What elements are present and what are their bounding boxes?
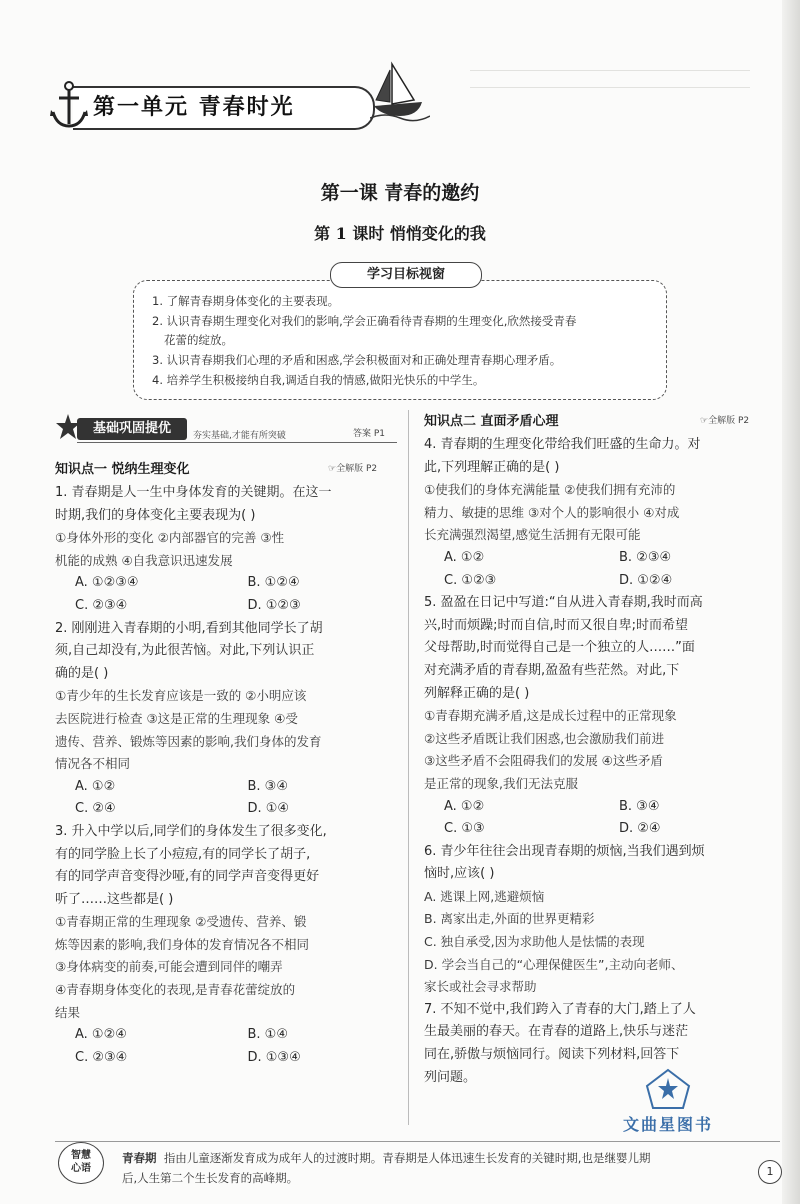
unit-title: 第一单元 青春时光 bbox=[93, 94, 295, 120]
answer-option[interactable]: D. ①③④ bbox=[247, 1049, 301, 1065]
question-stem-line: 5. 盈盈在日记中写道:“自从进入青春期,我时而高 bbox=[424, 595, 703, 611]
options-row bbox=[55, 572, 400, 595]
knowledge-point-1-title: 知识点一 悦纳生理变化 bbox=[55, 462, 190, 477]
question bbox=[55, 482, 400, 618]
choice-statement-line: ②这些矛盾既让我们困惑,也会激励我们前进 bbox=[424, 730, 665, 746]
kp1-reference: ☞全解版 P2 bbox=[328, 464, 378, 474]
question bbox=[424, 841, 774, 999]
options-row bbox=[424, 818, 774, 841]
question-stem-line: 同在,骄傲与烦恼同行。阅读下列材料,回答下 bbox=[424, 1047, 680, 1063]
unit-banner bbox=[55, 78, 400, 130]
footer-text-2: 后,人生第二个生长发育的高峰期。 bbox=[122, 1171, 299, 1185]
choice-statement-line: 长充满强烈渴望,感觉生活拥有无限可能 bbox=[424, 527, 641, 543]
section-header bbox=[55, 412, 400, 452]
lesson-title: 第一课 青春的邀约 bbox=[320, 182, 480, 204]
question-stem-line: 确的是( ) bbox=[55, 665, 109, 681]
stamp-logo-icon bbox=[643, 1066, 693, 1112]
question-stem-line: 对充满矛盾的青春期,盈盈有些茫然。对此,下 bbox=[424, 662, 680, 678]
publisher-stamp bbox=[588, 1066, 748, 1138]
answer-option[interactable]: A. ①②④ bbox=[75, 1027, 127, 1043]
question-stem-line: 6. 青少年往往会出现青春期的烦恼,当我们遇到烦 bbox=[424, 843, 705, 859]
knowledge-point-2-title: 知识点二 直面矛盾心理 bbox=[424, 414, 559, 429]
answer-option[interactable]: A. ①② bbox=[444, 549, 485, 565]
choice-statement-line: 去医院进行检查 ③这是正常的生理现象 ④受 bbox=[55, 710, 298, 726]
question bbox=[55, 618, 400, 821]
question-stem-line: 生最美丽的春天。在青春的道路上,快乐与迷茫 bbox=[424, 1024, 689, 1040]
answer-option[interactable]: B. ①④ bbox=[247, 1027, 288, 1043]
choice-statement-line: 家长或社会寻求帮助 bbox=[424, 979, 537, 995]
choice-statement-line: 机能的成熟 ④自我意识迅速发展 bbox=[55, 552, 233, 568]
answer-option[interactable]: D. ①④ bbox=[247, 801, 290, 817]
question-stem-line: 此,下列理解正确的是( ) bbox=[424, 459, 560, 475]
answer-option[interactable]: C. ②③④ bbox=[75, 597, 128, 613]
question-stem-line: 3. 升入中学以后,同学们的身体发生了很多变化, bbox=[55, 823, 327, 839]
kp1-ref-text: 全解版 P2 bbox=[336, 464, 378, 474]
goal-item: 3. 认识青春期我们心理的矛盾和困惑,学会积极面对和正确处理青春期心理矛盾。 bbox=[152, 353, 562, 367]
sailboat-icon bbox=[370, 60, 430, 124]
options-row bbox=[55, 595, 400, 618]
question-stem-line: 2. 刚刚进入青春期的小明,看到其他同学长了胡 bbox=[55, 620, 323, 636]
question-stem-line: 恼时,应该( ) bbox=[424, 866, 495, 882]
answer-option[interactable]: C. ②③④ bbox=[75, 1049, 128, 1065]
choice-statement-line: ①身体外形的变化 ②内部器官的完善 ③性 bbox=[55, 530, 285, 546]
choice-statement-line: 遗传、营养、锻炼等因素的影响,我们身体的发育 bbox=[55, 733, 322, 749]
learning-goals-header: 学习目标视窗 bbox=[330, 262, 482, 288]
divider bbox=[77, 442, 397, 443]
column-divider bbox=[408, 410, 409, 1125]
answer-option[interactable]: A. ①② bbox=[444, 798, 485, 814]
choice-statement-line: 精力、敏捷的思维 ③对个人的影响很小 ④对成 bbox=[424, 504, 680, 520]
question-stem-line: 有的同学声音变得沙哑,有的同学声音变得更好 bbox=[55, 869, 320, 885]
section-badge: 基础巩固提优 bbox=[77, 418, 187, 440]
options-row bbox=[55, 1024, 400, 1047]
show-through bbox=[470, 70, 770, 88]
answer-option[interactable]: C. ①③ bbox=[444, 821, 485, 837]
answer-reference: 答案 P1 bbox=[353, 429, 386, 439]
period-title: 第 1 课时 悄悄变化的我 bbox=[314, 224, 486, 243]
anchor-icon bbox=[49, 80, 89, 130]
footer-divider bbox=[55, 1141, 780, 1142]
answer-option[interactable]: B. ③④ bbox=[619, 798, 660, 814]
choice-statement-line: 是正常的现象,我们无法克服 bbox=[424, 775, 578, 791]
choice-statement-line: ③身体病变的前奏,可能会遭到同伴的嘲弄 bbox=[55, 959, 283, 975]
choice-statement-line: ①青春期正常的生理现象 ②受遗传、营养、锻 bbox=[55, 914, 307, 930]
answer-option[interactable]: A. ①② bbox=[75, 778, 116, 794]
question-stem-line: 列解释正确的是( ) bbox=[424, 685, 530, 701]
question-stem-line: 听了……这些都是( ) bbox=[55, 891, 174, 907]
question bbox=[424, 592, 774, 841]
wisdom-bubble bbox=[58, 1142, 104, 1184]
bubble-line: 心语 bbox=[71, 1163, 91, 1174]
question-stem-line: 7. 不知不觉中,我们跨入了青春的大门,踏上了人 bbox=[424, 1001, 696, 1017]
choice-statement-line: B. 离家出走,外面的世界更精彩 bbox=[424, 911, 595, 927]
question-stem-line: 须,自己却没有,为此很苦恼。对此,下列认识正 bbox=[55, 643, 315, 659]
learning-goals-box bbox=[133, 280, 667, 400]
question-stem-line: 父母帮助,时而觉得自己是一个独立的人……”面 bbox=[424, 640, 695, 656]
question bbox=[424, 434, 774, 592]
choice-statement-line: C. 独自承受,因为求助他人是怯懦的表现 bbox=[424, 934, 645, 950]
question-stem-line: 时期,我们的身体变化主要表现为( ) bbox=[55, 507, 256, 523]
bubble-line: 智慧 bbox=[71, 1150, 91, 1161]
options-row bbox=[424, 547, 774, 570]
left-column bbox=[55, 482, 400, 1069]
goal-item: 花蕾的绽放。 bbox=[164, 333, 233, 347]
options-row bbox=[55, 776, 400, 799]
choice-statement-line: 炼等因素的影响,我们身体的发育情况各不相同 bbox=[55, 936, 309, 952]
choice-statement-line: 情况各不相同 bbox=[55, 756, 131, 772]
answer-option[interactable]: B. ③④ bbox=[247, 778, 288, 794]
answer-option[interactable]: C. ②④ bbox=[75, 801, 116, 817]
choice-statement-line: A. 逃课上网,逃避烦恼 bbox=[424, 888, 545, 904]
kp2-ref-text: 全解版 P2 bbox=[708, 416, 750, 426]
footer-term: 青春期 bbox=[122, 1151, 157, 1165]
options-row bbox=[55, 1047, 400, 1070]
answer-option[interactable]: B. ②③④ bbox=[619, 549, 672, 565]
answer-option[interactable]: D. ①②③ bbox=[247, 597, 301, 613]
options-row bbox=[424, 570, 774, 593]
choice-statement-line: ①青少年的生长发育应该是一致的 ②小明应该 bbox=[55, 688, 307, 704]
answer-option[interactable]: D. ①②④ bbox=[619, 572, 673, 588]
page-number: 1 bbox=[758, 1160, 782, 1184]
options-row bbox=[424, 796, 774, 819]
right-column bbox=[424, 434, 774, 1089]
choice-statement-line: ③这些矛盾不会阻碍我们的发展 ④这些矛盾 bbox=[424, 753, 663, 769]
answer-option[interactable]: A. ①②③④ bbox=[75, 575, 139, 591]
question-stem-line: 有的同学脸上长了小痘痘,有的同学长了胡子, bbox=[55, 846, 311, 862]
kp2-reference: ☞全解版 P2 bbox=[700, 416, 750, 426]
question-stem-line: 列问题。 bbox=[424, 1069, 477, 1085]
question-stem-line: 1. 青春期是人一生中身体发育的关键期。在这一 bbox=[55, 485, 332, 500]
choice-statement-line: 结果 bbox=[55, 1004, 81, 1020]
goal-item: 1. 了解青春期身体变化的主要表现。 bbox=[152, 294, 340, 308]
goal-item: 2. 认识青春期生理变化对我们的影响,学会正确看待青春期的生理变化,欣然接受青春 bbox=[152, 314, 577, 328]
options-row bbox=[55, 798, 400, 821]
choice-statement-line: D. 学会当自己的“心理保健医生”,主动向老师、 bbox=[424, 956, 684, 972]
goal-item: 4. 培养学生积极接纳自我,调适自我的情感,做阳光快乐的中学生。 bbox=[152, 373, 485, 387]
question-stem-line: 4. 青春期的生理变化带给我们旺盛的生命力。对 bbox=[424, 437, 701, 452]
answer-option[interactable]: C. ①②③ bbox=[444, 572, 497, 588]
choice-statement-line: ④青春期身体变化的表现,是青春花蕾绽放的 bbox=[55, 982, 296, 998]
answer-option[interactable]: D. ②④ bbox=[619, 821, 661, 837]
choice-statement-line: ①使我们的身体充满能量 ②使我们拥有充沛的 bbox=[424, 482, 676, 498]
question-stem-line: 兴,时而烦躁;时而自信,时而又很自卑;时而希望 bbox=[424, 617, 689, 633]
section-subtitle: 夯实基础,才能有所突破 bbox=[193, 431, 286, 441]
stamp-text: 文曲星图书 bbox=[622, 1115, 713, 1134]
footer-text-1: 指由儿童逐渐发育成为成年人的过渡时期。青春期是人体迅速生长发育的关键时期,也是继婴儿期 bbox=[163, 1151, 651, 1165]
answer-option[interactable]: B. ①②④ bbox=[247, 575, 300, 591]
footer-note bbox=[122, 1148, 742, 1188]
choice-statement-line: ①青春期充满矛盾,这是成长过程中的正常现象 bbox=[424, 708, 677, 724]
question bbox=[55, 821, 400, 1070]
